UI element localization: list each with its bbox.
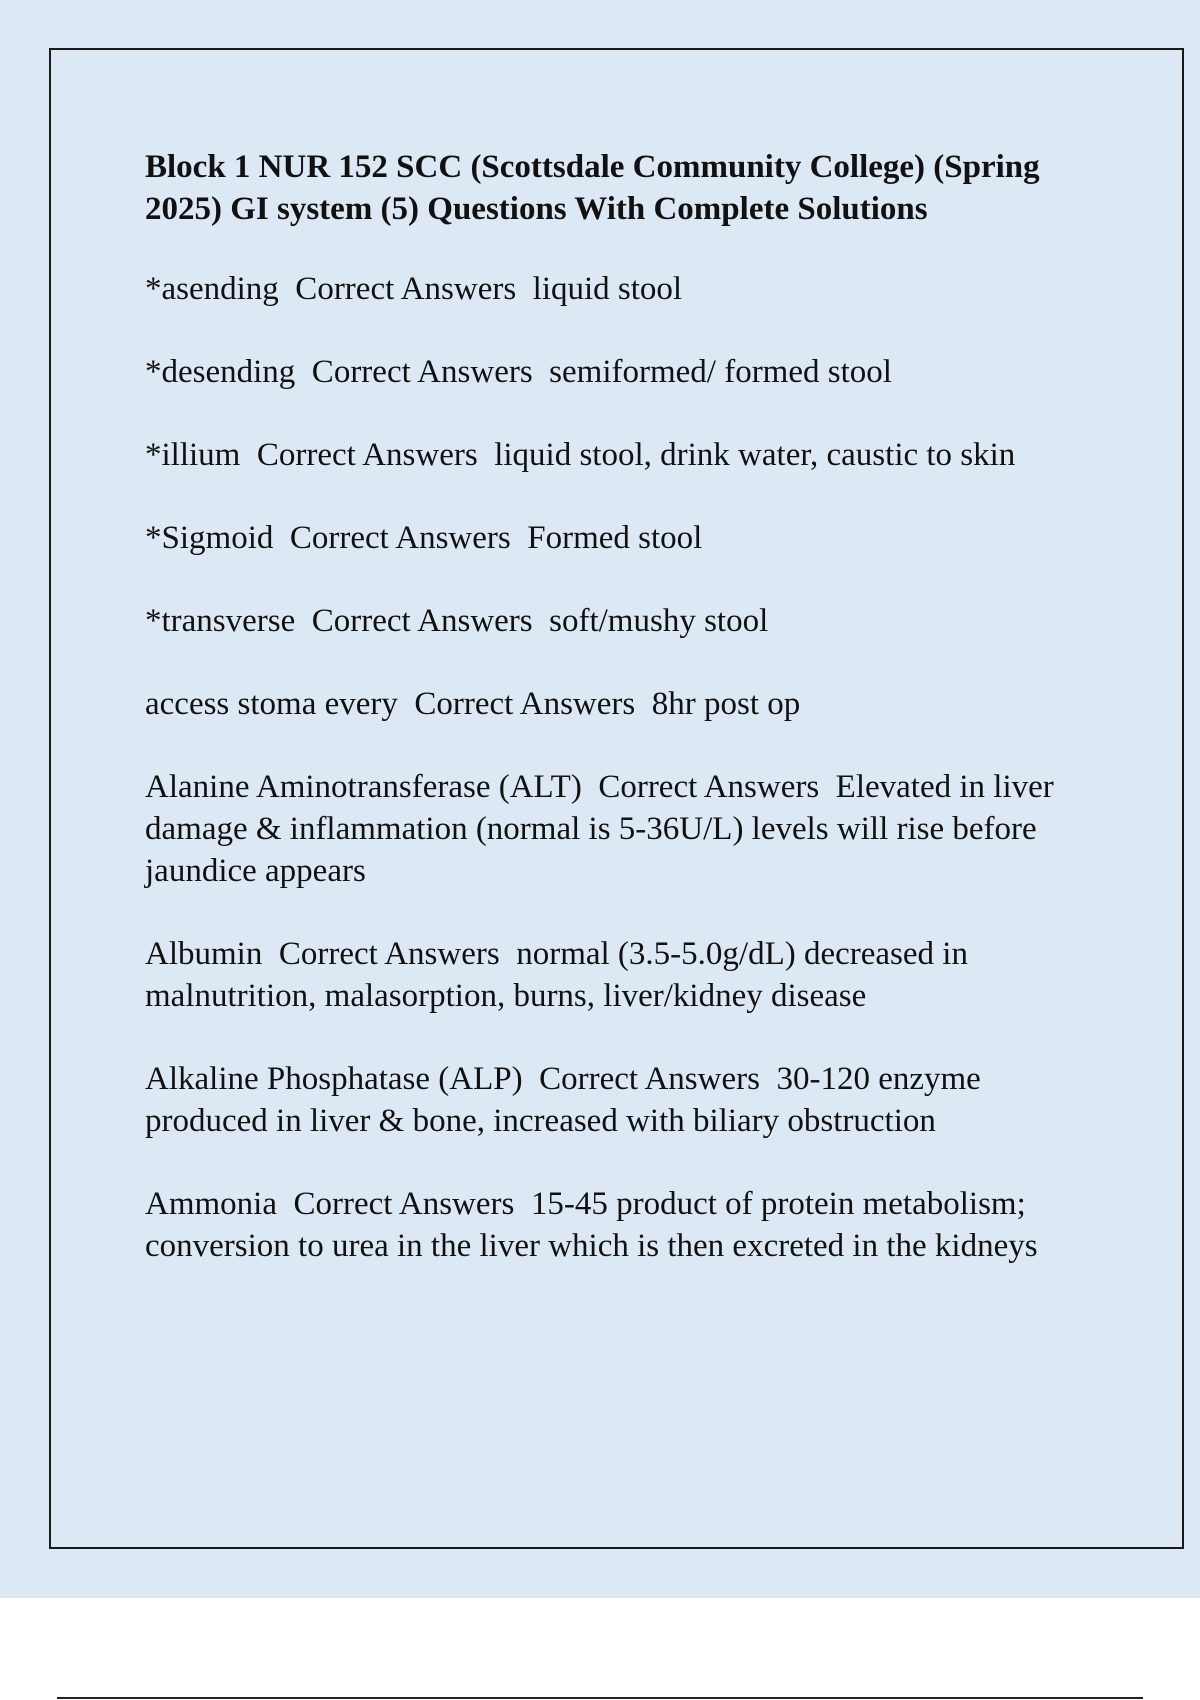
answer-entry: Ammonia Correct Answers 15-45 product of protein metabolism; conversion to urea in the liver which is then excreted in the kidneys — [145, 1186, 1038, 1264]
answer-entry: *Sigmoid Correct Answers Formed stool — [145, 520, 703, 556]
document-title: Block 1 NUR 152 SCC (Scottsdale Community College) (Spring 2025) GI system (5) Questions With Complete Solutions — [145, 149, 1040, 227]
document-content — [145, 146, 1095, 1308]
answer-entry: *illium Correct Answers liquid stool, drink water, caustic to skin — [145, 437, 1016, 473]
answer-entry: *transverse Correct Answers soft/mushy stool — [145, 603, 769, 639]
answer-entry: *asending Correct Answers liquid stool — [145, 271, 683, 307]
answer-entry: *desending Correct Answers semiformed/ formed stool — [145, 354, 892, 390]
answer-entry: Alanine Aminotransferase (ALT) Correct Answers Elevated in liver damage & inflammation (normal is 5-36U/L) levels will rise before jaundice appears — [145, 769, 1063, 889]
answer-entry: Albumin Correct Answers normal (3.5-5.0g/dL) decreased in malnutrition, malasorption, burns, liver/kidney disease — [145, 936, 977, 1014]
answer-entry: access stoma every Correct Answers 8hr post op — [145, 686, 801, 722]
answer-entry: Alkaline Phosphatase (ALP) Correct Answers 30-120 enzyme produced in liver & bone, increased with biliary obstruction — [145, 1061, 990, 1139]
footer-divider — [57, 1697, 1143, 1699]
